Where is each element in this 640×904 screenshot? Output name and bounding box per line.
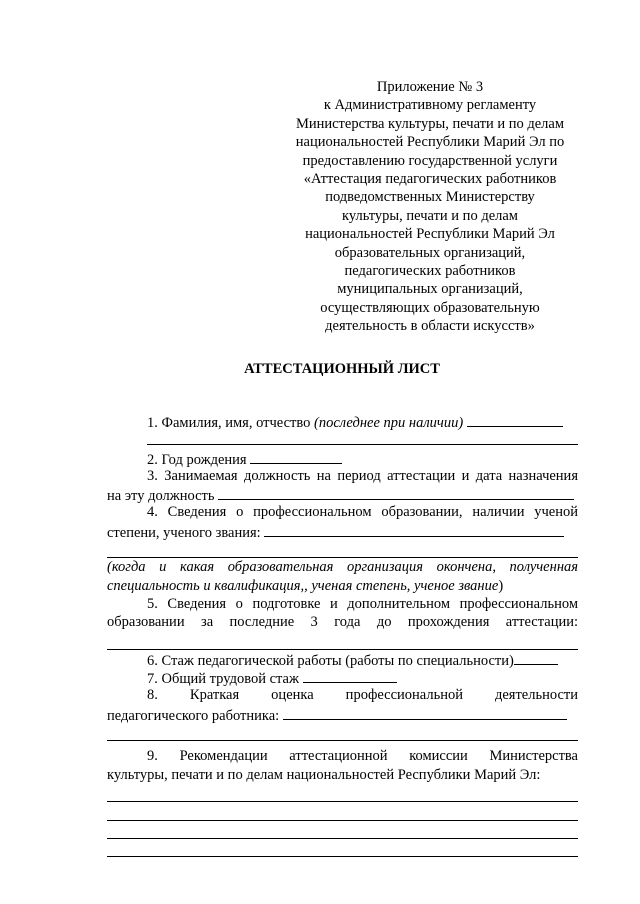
appendix-line: национальностей Республики Марий Эл	[305, 226, 555, 243]
item-7: 7. Общий трудовой стаж	[107, 668, 578, 686]
appendix-line: национальностей Республики Марий Эл по	[295, 134, 565, 151]
item-1-note: (последнее при наличии)	[313, 415, 464, 431]
fill-line	[107, 839, 578, 857]
item-9-line-1: 9. Рекомендации аттестационной комиссии Министерства	[147, 748, 578, 765]
item-4-line-2: степени, ученого звания:	[107, 522, 578, 540]
item-8-line-2: педагогического работника:	[107, 705, 578, 723]
fill-line	[107, 821, 578, 839]
item-4-line-1: 4. Сведения о профессиональном образовании, наличии ученой	[147, 504, 578, 521]
fill-line	[467, 412, 563, 427]
fill-line	[218, 485, 574, 500]
fill-line	[283, 705, 567, 720]
form-body	[107, 412, 578, 857]
document-title: АТТЕСТАЦИОННЫЙ ЛИСТ	[244, 361, 440, 377]
item-9-line-2: культуры, печати и по делам национальностей Республики Марий Эл:	[107, 766, 541, 783]
item-5-line-2: образовании за последние 3 года до прохождения аттестации:	[107, 614, 578, 631]
appendix-line: муниципальных организаций,	[337, 281, 523, 298]
appendix-line: Министерства культуры, печати и по делам	[295, 115, 565, 132]
appendix-header	[270, 78, 590, 336]
fill-line	[107, 784, 578, 802]
item-8-line-1: 8. Краткая оценка профессиональной деятельности	[147, 687, 578, 704]
appendix-line: к Административному регламенту	[323, 97, 537, 114]
item-6: 6. Стаж педагогической работы (работы по специальности)	[107, 650, 578, 668]
item-5-line-1: 5. Сведения о подготовке и дополнительном профессиональном	[147, 595, 578, 612]
fill-line	[107, 802, 578, 820]
fill-line	[250, 449, 342, 464]
fill-line	[147, 430, 578, 445]
fill-line	[107, 540, 578, 558]
appendix-line: предоставлению государственной услуги	[302, 152, 558, 169]
appendix-line: педагогических работников	[344, 263, 516, 280]
item-3-line-1: 3. Занимаемая должность на период аттестации и дата назначения	[147, 467, 578, 484]
item-3-line-2: на эту должность	[107, 485, 578, 503]
appendix-line: культуры, печати и по делам	[342, 207, 518, 224]
appendix-line: подведомственных Министерству	[325, 189, 535, 206]
appendix-line: образовательных организаций,	[334, 244, 526, 261]
item-4-note-line-1: (когда и какая образовательная организация окончена, полученная	[107, 559, 578, 576]
item-1: 1. Фамилия, имя, отчество (последнее при наличии)	[107, 412, 578, 430]
fill-line	[107, 632, 578, 650]
fill-line	[264, 522, 564, 537]
appendix-line: деятельность в области искусств»	[325, 318, 535, 335]
appendix-line: «Аттестация педагогических работников	[303, 171, 557, 188]
fill-line	[107, 723, 578, 741]
fill-line	[303, 668, 397, 683]
item-2: 2. Год рождения	[107, 449, 578, 467]
appendix-line: Приложение № 3	[376, 79, 484, 95]
item-4-note-line-2: специальность и квалификация,, ученая степень, ученое звание)	[107, 577, 504, 594]
appendix-line: осуществляющих образовательную	[320, 299, 540, 316]
fill-line	[514, 650, 558, 665]
